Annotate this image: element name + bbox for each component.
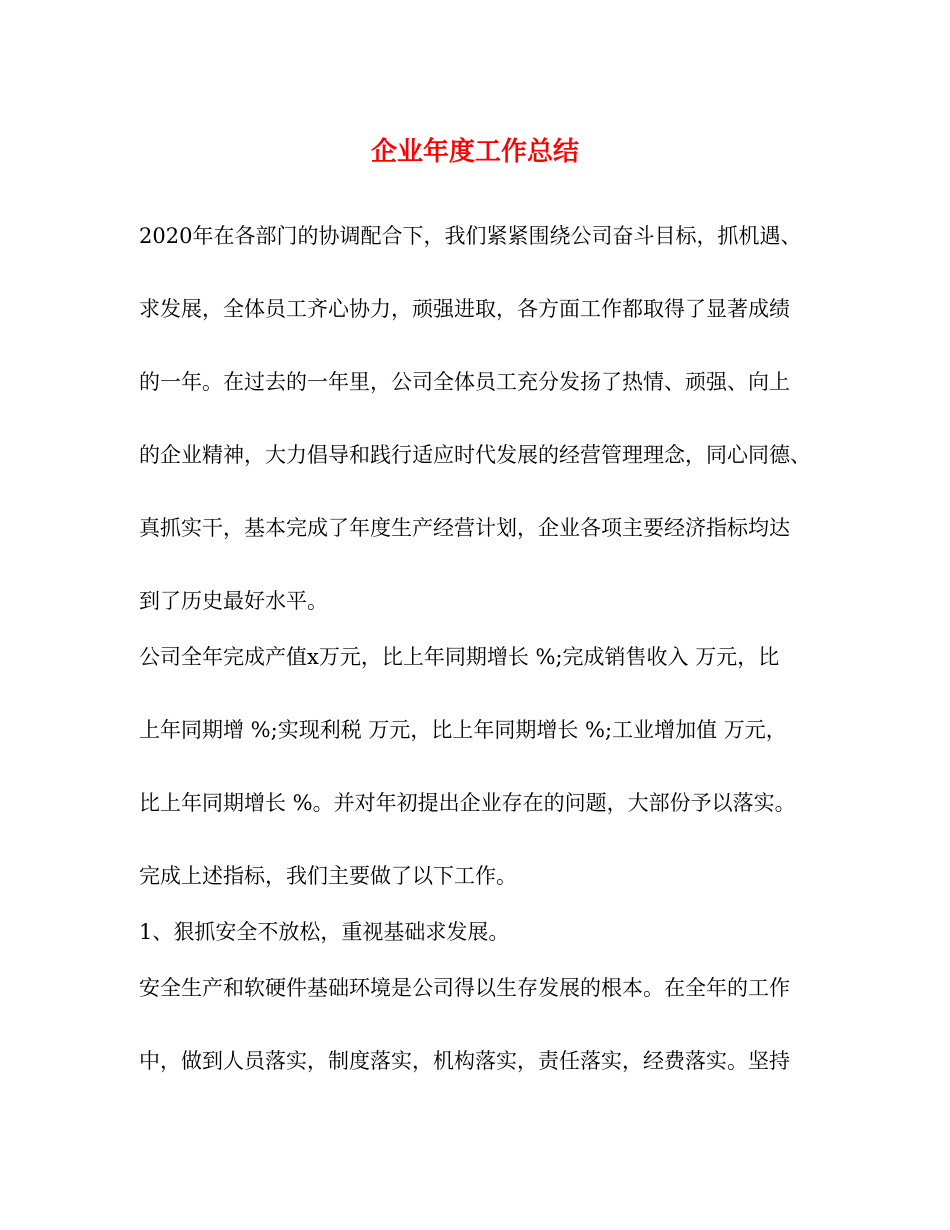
text-line: 到了历史最好水平。 [139,589,328,613]
text-line: 的企业精神，大力倡导和践行适应时代发展的经营管理理念，同心同德、 [139,443,811,467]
text-line: 求发展，全体员工齐心协力，顽强进取，各方面工作都取得了显著成绩 [139,297,790,321]
text-line: 安全生产和软硬件基础环境是公司得以生存发展的根本。在全年的工作 [139,976,790,1000]
section-heading: 1、狠抓安全不放松，重视基础求发展。 [139,920,510,944]
text-line: 中，做到人员落实，制度落实，机构落实，责任落实，经费落实。坚持 [139,1049,790,1073]
text-line: 的一年。在过去的一年里，公司全体员工充分发扬了热情、顽强、向上 [139,370,790,394]
text-line: 真抓实干，基本完成了年度生产经营计划，企业各项主要经济指标均达 [139,516,790,540]
text-line: 2020年在各部门的协调配合下，我们紧紧围绕公司奋斗目标，抓机遇、 [139,224,802,248]
document-title: 企业年度工作总结 [370,137,579,167]
text-line: 公司全年完成产值x万元，比上年同期增长 %;完成销售收入 万元，比 [139,645,780,669]
text-line: 比上年同期增长 %。并对年初提出企业存在的问题，大部份予以落实。 [139,791,796,815]
text-line: 上年同期增 %;实现利税 万元，比上年同期增长 %;工业增加值 万元， [139,718,787,742]
text-line: 完成上述指标，我们主要做了以下工作。 [139,864,517,888]
